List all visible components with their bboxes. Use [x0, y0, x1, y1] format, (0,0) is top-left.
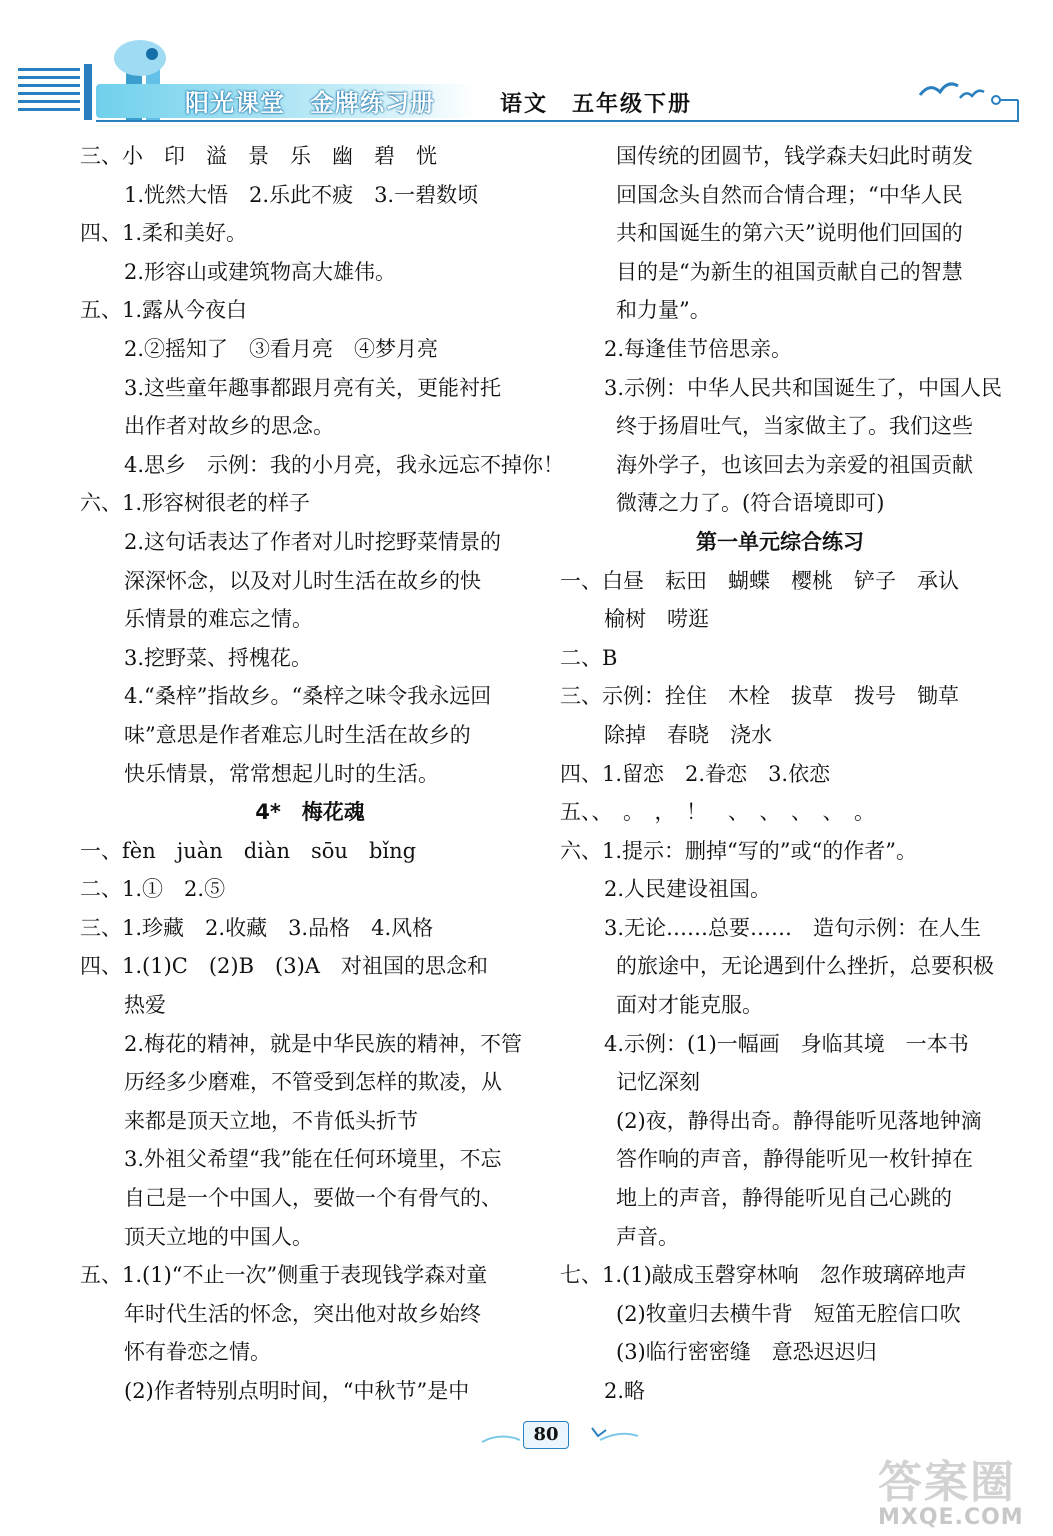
seagull-icon: [900, 70, 1030, 125]
answer-line: (2)牧童归去横牛背 短笛无腔信口吹: [616, 1301, 961, 1326]
watermark-logo: [878, 1457, 1048, 1532]
answer-line: 四、1.(1)C (2)B (3)A 对祖国的思念和: [80, 954, 488, 979]
answer-line: (2)作者特别点明时间，“中秋节”是中: [124, 1379, 470, 1403]
answer-line: 六、1.形容树很老的样子: [80, 491, 311, 516]
answer-line: 3.这些童年趣事都跟月亮有关，更能衬托: [124, 375, 502, 400]
answer-line: 快乐情景，常常想起儿时的生活。: [124, 761, 439, 786]
answer-line: 三、示例：拴住 木栓 拔草 拨号 锄草: [560, 684, 959, 709]
answer-line: 来都是顶天立地，不肯低头折节: [124, 1108, 418, 1133]
answer-line: 2.人民建设祖国。: [604, 877, 772, 902]
answer-line: 七、1.(1)敲成玉磬穿林响 忽作玻璃碎地声: [560, 1263, 967, 1288]
answer-line: 一、fèn juàn diàn sōu bǐng: [80, 838, 417, 863]
watermark-url: MXQE.COM: [878, 1505, 1024, 1530]
section-heading: 第一单元综合练习: [696, 529, 864, 554]
answer-line: 五、1.露从今夜白: [80, 298, 248, 323]
answer-line: 4.思乡 示例：我的小月亮，我永远忘不掉你！: [124, 452, 565, 477]
series-title: 阳光课堂 金牌练习册: [185, 89, 435, 117]
answer-line: 和力量”。: [616, 298, 711, 323]
subject-grade: 语文 五年级下册: [500, 92, 693, 117]
answer-line: 共和国诞生的第六天”说明他们回国的: [616, 221, 963, 246]
answer-line: 国传统的团圆节，钱学森夫妇此时萌发: [616, 144, 973, 168]
header-stripes: [18, 68, 80, 118]
answer-line: 声音。: [616, 1224, 679, 1249]
answer-line: 目的是“为新生的祖国贡献自己的智慧: [616, 259, 963, 284]
answer-line: 一、白昼 耘田 蝴蝶 樱桃 铲子 承认: [560, 568, 959, 593]
answer-line: 地上的声音，静得能听见自己心跳的: [616, 1186, 952, 1211]
answer-line: 出作者对故乡的思念。: [124, 414, 334, 439]
answer-line: 终于扬眉吐气，当家做主了。我们这些: [616, 414, 973, 439]
answer-line: 自己是一个中国人，要做一个有骨气的、: [124, 1186, 502, 1211]
page-header: [0, 0, 1053, 140]
answer-line: 四、1.柔和美好。: [80, 221, 248, 246]
answer-line: 二、B: [560, 645, 618, 670]
answer-line: 4.“桑梓”指故乡。“桑梓之味令我永远回: [124, 684, 492, 709]
answer-line: 热爱: [124, 993, 166, 1018]
answer-line: 面对才能克服。: [616, 993, 763, 1018]
answer-line: 历经多少磨难，不管受到怎样的欺凌，从: [124, 1070, 502, 1095]
answer-line: 1.恍然大悟 2.乐此不疲 3.一碧数顷: [124, 182, 479, 207]
answer-line: 榆树 唠逛: [604, 607, 709, 632]
answer-line: 的旅途中，无论遇到什么挫折，总要积极: [616, 954, 994, 979]
answer-line: 4.示例：(1)一幅画 身临其境 一本书: [604, 1031, 969, 1056]
answer-line: 二、1.① 2.⑤: [80, 877, 226, 902]
header-bar: [84, 64, 92, 120]
answer-line: 三、1.珍藏 2.收藏 3.品格 4.风格: [80, 915, 434, 940]
answer-line: 2.形容山或建筑物高大雄伟。: [124, 259, 397, 284]
section-heading: 4* 梅花魂: [255, 800, 365, 825]
answer-line: 记忆深刻: [616, 1070, 700, 1095]
left-column: [80, 138, 565, 1412]
answer-line: 怀有眷恋之情。: [124, 1340, 271, 1365]
answer-line: 五、、 。 ， ！ 、 、 、 、 。: [560, 800, 875, 825]
answer-line: 3.示例：中华人民共和国诞生了，中国人民: [604, 375, 1003, 400]
answer-line: 回国念头自然而合情合理；“中华人民: [616, 182, 963, 207]
header-underline: [96, 120, 1018, 122]
answer-line: 除掉 春晓 浇水: [604, 722, 772, 747]
answer-line: 2.梅花的精神，就是中华民族的精神，不管: [124, 1031, 523, 1056]
answer-line: 微薄之力了。(符合语境即可): [616, 491, 885, 516]
answer-line: 3.挖野菜、捋槐花。: [124, 645, 313, 670]
answer-line: 深深怀念，以及对儿时生活在故乡的快: [124, 568, 481, 593]
answer-line: 3.外祖父希望“我”能在任何环境里，不忘: [124, 1147, 502, 1172]
answer-line: 2.②摇知了 ③看月亮 ④梦月亮: [124, 336, 439, 361]
answer-line: 顶天立地的中国人。: [124, 1224, 313, 1249]
answer-line: 味”意思是作者难忘儿时生活在故乡的: [124, 722, 471, 747]
answer-line: 三、小 印 溢 景 乐 幽 碧 恍: [80, 144, 437, 168]
answer-line: 答作响的声音，静得能听见一枚针掉在: [616, 1147, 973, 1172]
answer-line: 海外学子，也该回去为亲爱的祖国贡献: [616, 452, 973, 477]
answer-line: 2.略: [604, 1379, 646, 1403]
answer-line: 3.无论……总要…… 造句示例：在人生: [604, 915, 982, 940]
answer-line: 年时代生活的怀念，突出他对故乡始终: [124, 1301, 481, 1326]
answer-line: (3)临行密密缝 意恐迟迟归: [616, 1340, 877, 1365]
answer-line: 乐情景的难忘之情。: [124, 607, 313, 632]
answer-line: 2.这句话表达了作者对儿时挖野菜情景的: [124, 529, 502, 554]
right-column: [560, 138, 1003, 1412]
answer-line: (2)夜，静得出奇。静得能听见落地钟滴: [616, 1108, 982, 1133]
watermark-text: 答案圈: [878, 1457, 1016, 1508]
answer-line: 五、1.(1)“不止一次”侧重于表现钱学森对童: [80, 1263, 488, 1288]
page-number: 80: [523, 1421, 569, 1449]
answer-line: 六、1.提示：删掉“写的”或“的作者”。: [560, 838, 917, 863]
answer-line: 2.每逢佳节倍思亲。: [604, 336, 793, 361]
answer-line: 四、1.留恋 2.眷恋 3.依恋: [560, 761, 831, 786]
